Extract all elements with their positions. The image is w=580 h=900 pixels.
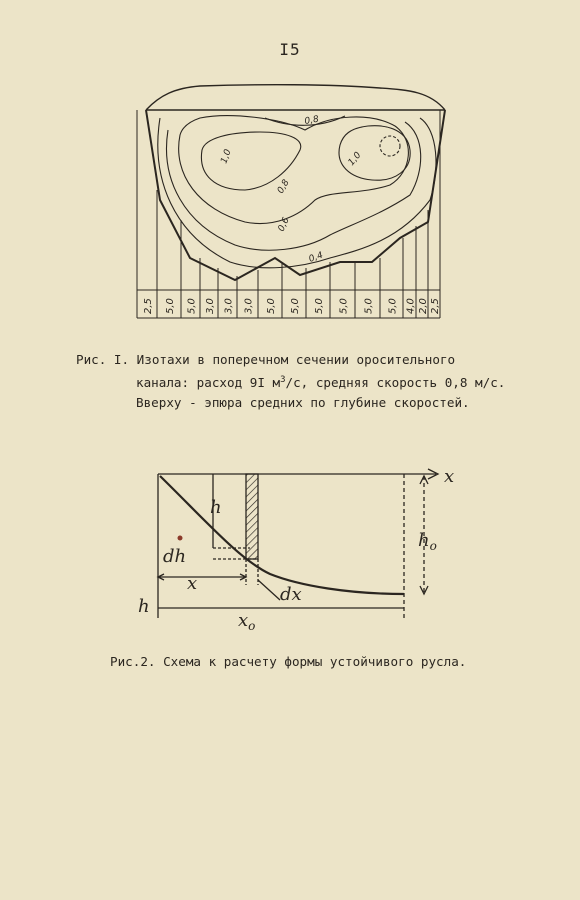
caption1-line3: Вверху - эпюра средних по глубине скоростей. [136,395,470,411]
isotach-label: 1,0 [219,148,234,166]
isotach-label: 0,8 [275,178,292,196]
profile-value: 5,0 [387,298,399,314]
profile-value: 5,0 [363,298,375,314]
profile-value: 4,0 [405,298,417,314]
profile-value: 3,0 [205,298,216,314]
profile-value: 5,0 [314,298,325,314]
caption1-line2b: /с, средняя скорость 0,8 м/с. [285,375,506,391]
label-dx: dx [280,584,302,605]
profile-value: 2,0 [418,298,429,314]
caption1-line2a: канала: расход 9I м [136,375,281,391]
caption1-line1: Рис. I. Изотахи в поперечном сечении оросительного [76,352,456,367]
isotach-label: 0,8 [303,114,320,127]
label-h0: $h_o$ [418,530,437,553]
caption1-sup: 3 [280,375,286,385]
isotach-label: 0,6 [276,216,292,234]
isotach-label: 1,0 [346,150,364,168]
profile-value: 3,0 [243,298,255,314]
profile-value: 2,5 [143,298,154,314]
label-x-axis: x [444,466,455,487]
profile-value: 5,0 [186,298,198,314]
profile-value: 5,0 [290,298,301,314]
isotach-label: 0,4 [307,250,325,265]
profile-value: 5,0 [266,298,277,314]
profile-value: 2,5 [430,298,441,314]
figure-2-caption: Рис.2. Схема к расчету формы устойчивого русла. [110,654,467,669]
label-h: h [210,497,222,518]
label-h-left: h [138,596,150,617]
label-x0: $x_o$ [238,610,256,633]
label-x: x [187,573,198,594]
profile-value: 3,0 [223,298,235,314]
label-dh: dh [163,546,187,567]
page-number: I5 [279,40,301,59]
hatched-strip [246,474,258,559]
mark-dot [178,536,183,541]
profile-value: 5,0 [338,298,350,314]
profile-value: 5,0 [165,298,176,314]
